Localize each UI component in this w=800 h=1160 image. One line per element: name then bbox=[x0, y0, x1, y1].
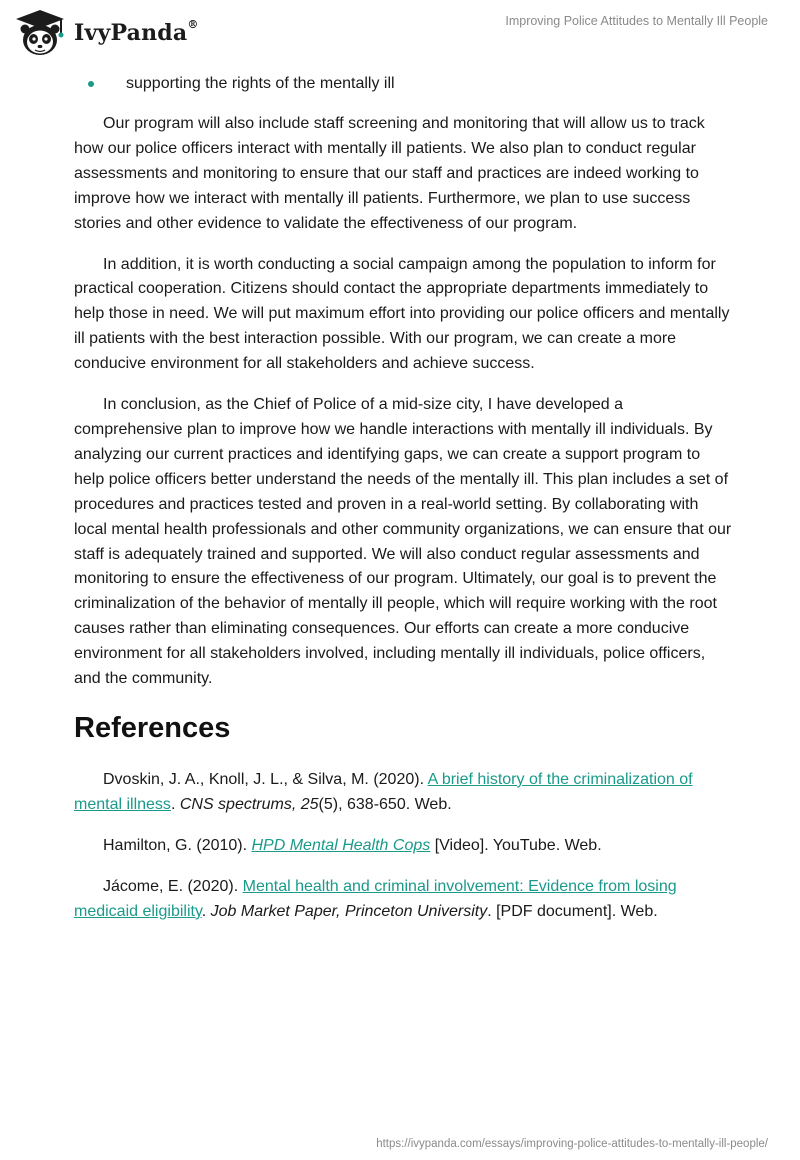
reference-tail: . [PDF document]. Web. bbox=[487, 902, 658, 920]
reference-link[interactable]: Mental health and criminal involvement: Evidence from losing medicaid eligibility bbox=[74, 877, 677, 920]
paragraph-social-campaign: In addition, it is worth conducting a social campaign among the population to inform for practical cooperation. Citizens should contact the appropriate departments immediately to help those in need. We will put maximum effort into providing our police officers and mentally ill patients with the best interaction possible. With our program, we can create a more conducive environment for all stakeholders and achieve success. bbox=[74, 255, 730, 373]
reference-link[interactable]: HPD Mental Health Cops bbox=[251, 836, 431, 854]
bullet-text: supporting the rights of the mentally ill bbox=[126, 75, 395, 92]
paragraph-conclusion: In conclusion, as the Chief of Police of a mid-size city, I have developed a comprehensive plan to improve how we handle interactions with mentally ill individuals. By analyzing our current practices and identifying gaps, we can create a support program to help police officers better understand the needs of the mentally ill. This plan includes a set of procedures and practices tested and proven in a real-world setting. By collaborating with local mental health professionals and other community organizations, we can ensure that our staff is adequately trained and supported. We will also conduct regular assessments and monitoring to ensure the effectiveness of our program. Ultimately, our goal is to prevent the criminalization of the behavior of mentally ill people, which will require working with the root causes rather than eliminating consequences. Our efforts can create a more conducive environment for all stakeholders involved, including mentally ill individuals, police officers, and the community. bbox=[74, 396, 732, 688]
reference-tail: [Video]. YouTube. Web. bbox=[430, 836, 602, 854]
bullet-dot-icon bbox=[88, 81, 94, 87]
reference-dvoskin bbox=[74, 767, 734, 817]
ivypanda-logo[interactable] bbox=[14, 8, 199, 58]
reference-authors: Dvoskin, J. A., Knoll, J. L., & Silva, M. (2020). bbox=[103, 770, 428, 788]
reference-hamilton bbox=[74, 833, 734, 858]
bullet-item bbox=[88, 72, 734, 96]
reference-authors: Jácome, E. (2020). bbox=[103, 877, 243, 895]
running-title: Improving Police Attitudes to Mentally Ill People bbox=[505, 14, 768, 28]
panda-graduate-icon bbox=[14, 8, 66, 58]
reference-separator: . bbox=[201, 902, 211, 920]
footer-url: https://ivypanda.com/essays/improving-police-attitudes-to-mentally-ill-people/ bbox=[376, 1138, 768, 1150]
page-header bbox=[0, 0, 800, 64]
reference-authors: Hamilton, G. (2010). bbox=[103, 836, 252, 854]
reference-link[interactable]: A brief history of the criminalization of mental illness bbox=[74, 770, 693, 813]
essay-content bbox=[74, 72, 734, 940]
reference-journal: CNS spectrums, 25 bbox=[179, 795, 319, 813]
reference-jacome bbox=[74, 874, 734, 924]
brand-name: IvyPanda® bbox=[74, 18, 199, 46]
reference-separator: . bbox=[170, 795, 180, 813]
registered-mark: ® bbox=[187, 18, 199, 31]
references-heading: References bbox=[74, 711, 231, 744]
paragraph-monitoring: Our program will also include staff screening and monitoring that will allow us to track how our police officers interact with mentally ill patients. We also plan to conduct regular assessments and monitoring to ensure that our staff and practices are indeed working to improve how we interact with mentally ill patients. Furthermore, we plan to use success stories and other evidence to validate the effectiveness of our program. bbox=[74, 115, 705, 232]
reference-tail: (5), 638-650. Web. bbox=[318, 795, 452, 813]
reference-journal: Job Market Paper, Princeton University bbox=[210, 902, 488, 920]
